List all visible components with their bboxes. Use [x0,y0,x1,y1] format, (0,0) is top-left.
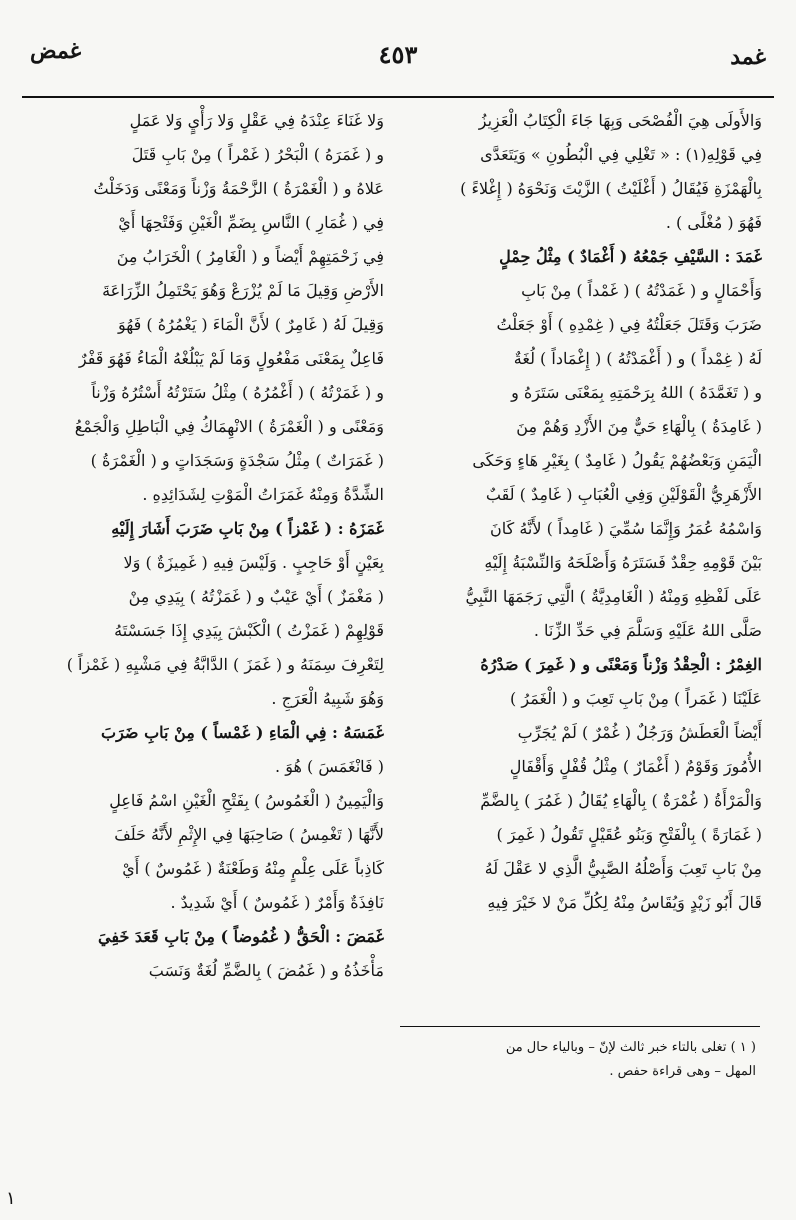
footnote-rule [400,1026,760,1027]
text-line: الشِّدَّةُ وَمِنْهُ غَمَرَاتُ الْمَوْتِ لِشَدَائِدِهِ . [142,485,384,504]
signature-mark: ١ [6,1188,16,1209]
text-line: عَلَيْنَا ( غَمَراً ) مِنْ بَابِ تَعِبَ و ( الْغَمَرُ ) [510,689,762,708]
text-line: وَالْمَرْأَةُ ( غُمْرَةٌ ) بِالْهَاءِ يُقَالُ ( غَمُرَ ) بِالضَّمِّ [480,791,762,810]
text-line: فَهُوَ ( مُغْلًى ) . [665,213,762,232]
footnote-line: ( ١ ) تغلى بالتاء خبر ثالث لإنّ – وبالياء حال من [505,1040,756,1055]
text-line: الأُمُورَ وَقَوْمٌ ( أَغْمَارٌ ) مِثْلُ قُفْلٍ وَأَقْفَالٍ [509,757,762,776]
text-line: مِنْ بَابِ تَعِبَ وَأَصْلُهُ الصَّبِيُّ الَّذِي لا عَقْلَ لَهُ [484,859,762,878]
text-line: وَالْيَمِينُ ( الْغَمُوسُ ) بِفَتْحِ الْغَيْنِ اسْمُ فَاعِلٍ [109,791,384,810]
text-line: لَهُ ( غِمْداً ) و ( أَغْمَدْتُهُ ) ( إِغْمَاداً ) لُغَةٌ [513,349,762,368]
text-line: صَلَّى اللهُ عَلَيْهِ وَسَلَّمَ فِي حَدِّ الزِّنَا . [533,621,762,640]
text-line: ( غَمَارَةً ) بِالْفَتْحِ وَبَنُو عُقَيْلٍ تَقُولُ ( غَمِرَ ) [496,825,762,844]
page-header [22,32,774,88]
header-rule [22,96,774,98]
text-line: الْيَمَنِ وَبَعْضُهُمْ يَقُولُ ( غَامِدٌ ) بِغَيْرِ هَاءٍ وَحَكَى [472,451,762,470]
footnote-line: المهل – وهى قراءة حفص . [609,1064,756,1079]
text-line: وَأَحْمَالٍ و ( غَمَدْتُهُ ) ( غَمْداً ) مِنْ بَابِ [521,281,762,300]
text-line: لِتَعْرِفَ سِمَنَهُ و ( غَمَزَ ) الدَّابَّةُ فِي مَشْيِهِ ( غَمْزاً ) [66,655,384,674]
text-line: لأَنَّهَا ( تَغْمِسُ ) صَاحِبَهَا فِي الإِثْمِ لأَنَّهُ حَلَفَ [114,825,384,844]
right-column [402,104,762,920]
text-line: قَالَ أَبُو زَيْدٍ وَيُقَاسُ مِنْهُ لِكُلِّ مَنْ لا خَيْرَ فِيهِ [487,893,762,912]
header-right-keyword: غمد [730,44,766,70]
text-line: عَلَى لَفْظِهِ وَمِنْهُ ( الْغَامِدِيَّةُ ) الَّتِي رَجَمَهَا النَّبِيُّ [465,587,762,606]
text-line: وَمَعْنًى و ( الْغَمْرَةُ ) الانْهِمَاكُ فِي الْبَاطِلِ وَالْجَمْعُ [74,417,384,436]
text-line: وَقِيلَ لَهُ ( غَامِرٌ ) لأَنَّ الْمَاءَ ( يَغْمُرُهُ ) فَهُوَ [117,315,384,334]
text-line: غَمَزَهُ : ( غَمْزاً ) مِنْ بَابِ ضَرَبَ أَشَارَ إِلَيْهِ [111,519,384,538]
text-line: ( غَمَرَاتٌ ) مِثْلُ سَجْدَةٍ وَسَجَدَاتٍ و ( الْغَمْرَةُ ) [90,451,384,470]
text-line: غَمَسَهُ : فِي الْمَاءِ ( غَمْساً ) مِنْ بَابِ ضَرَبَ [101,723,384,742]
text-line: غَمَضَ : الْحَقُّ ( غُمُوضاً ) مِنْ بَابِ قَعَدَ خَفِيَ [98,927,384,946]
text-line: وَاسْمُهُ عُمَرُ وَإِنَّمَا سُمِّيَ ( غَامِداً ) لأَنَّهُ كَانَ [490,519,762,538]
text-line: وَهُوَ شَبِيهُ الْعَرَجِ . [271,689,384,708]
text-line: وَالأَولَى هِيَ الْفُصْحَى وَبِهَا جَاءَ الْكِتَابُ الْعَزِيزُ [478,111,762,130]
text-line: الأَرْضِ وَقِيلَ مَا لَمْ يُزْرَعْ وَهُوَ يَحْتَمِلُ الزِّرَاعَةَ [102,281,384,300]
text-line: فِي ( غُمَارِ ) النَّاسِ بِضَمِّ الْغَيْنِ وَفَتْحِهَا أَيْ [118,213,384,232]
text-line: و ( تَغَمَّدَهُ ) اللهُ بِرَحْمَتِهِ بِمَعْنَى سَتَرَهُ و [511,383,762,402]
text-line: الأَزْهَرِيُّ الْقَوْلَيْنِ وَفِي الْعُبَابِ ( غَامِدٌ ) لَقَبٌ [485,485,762,504]
text-line: ضَرَبَ وَقَتَلَ جَعَلْتُهُ فِي ( غِمْدِهِ ) أَوْ جَعَلْتُ [496,315,762,334]
text-line: الغِمْرُ : الْحِقْدُ وَزْناً وَمَعْنًى و ( غَمِرَ ) صَدْرُهُ [480,655,762,674]
text-line: فِي قَوْلِهِ(١) : « تَغْلِي فِي الْبُطُونِ » وَيَتَعَدَّى [480,145,762,164]
text-line: كَاذِباً عَلَى عِلْمٍ مِنْهُ وَطَعْنَةٌ ( غَمُوسٌ ) أَيْ [122,859,384,878]
text-line: غَمَدَ : السَّيْفِ جَمْعُهُ ( أَغْمَادٌ ) مِثْلُ حِمْلٍ [499,247,762,266]
text-line: قَوْلِهِمْ ( غَمَزْتُ ) الْكَبْشَ بِيَدِي إِذَا جَسَسْتَهُ [114,621,384,640]
text-line: فَاعِلٌ بِمَعْنَى مَفْعُولٍ وَمَا لَمْ يَبْلُغْهُ الْمَاءُ فَهُوَ قَفْرٌ [78,349,384,368]
text-line: وَلا غَنَاءَ عِنْدَهُ فِي عَقْلٍ وَلا رَأْيٍ وَلا عَمَلٍ [129,111,384,130]
text-line: عَلاهُ و ( الْغَمْرَةُ ) الزَّحْمَةُ وَزْناً وَمَعْنًى وَدَخَلْتُ [93,179,384,198]
text-line: بِالْهَمْزَةِ فَيُقَالُ ( أَغْلَيْتُ ) الزَّيْتَ وَنَحْوَهُ ( إِغْلاءً ) [460,179,762,198]
left-column [22,104,384,988]
header-left-keyword: غمض [30,38,82,64]
text-line: ( غَامِدَةُ ) بِالْهَاءِ حَيٌّ مِنَ الأَزْدِ وَهُمْ مِنَ [516,417,762,436]
text-line: مَأْخَذُهُ و ( غَمُضَ ) بِالضَّمِّ لُغَةٌ وَنَسَبَ [148,961,384,980]
text-line: فِي زَحْمَتِهِمْ أَيْضاً و ( الْغَامِرُ ) الْخَرَابُ مِنَ [116,247,384,266]
text-line: ( فَانْغَمَسَ ) هُوَ . [275,757,384,776]
footnote [396,1036,756,1084]
page-number: ٤٥٣ [378,40,418,69]
text-line: ( مَغْمَزٌ ) أَيْ عَيْبٌ و ( غَمَزْتُهُ ) بِيَدِي مِنْ [128,587,384,606]
text-line: بِعَيْنٍ أَوْ حَاجِبٍ . وَلَيْسَ فِيهِ ( غَمِيزَةٌ ) وَلا [123,553,384,572]
text-line: نَافِذَةٌ وَأَمْرٌ ( غَمُوسٌ ) أَيْ شَدِيدٌ . [170,893,384,912]
text-line: و ( غَمَرْتُهُ ) ( أَغْمُرُهُ ) مِثْلُ سَتَرْتُهُ أَسْتُرُهُ وَزْناً [91,383,384,402]
text-line: بَيْنَ قَوْمِهِ حِقْدٌ فَسَتَرَهُ وَأَصْلَحَهُ وَالنِّسْبَةُ إِلَيْهِ [484,553,762,572]
text-line: أَيْضاً الْعَطَشُ وَرَجُلٌ ( غُمْرٌ ) لَمْ يُجَرِّبِ [517,723,762,742]
text-line: و ( غَمَرَهُ ) الْبَحْرُ ( غَمْراً ) مِنْ بَابِ قَتَلَ [131,145,384,164]
